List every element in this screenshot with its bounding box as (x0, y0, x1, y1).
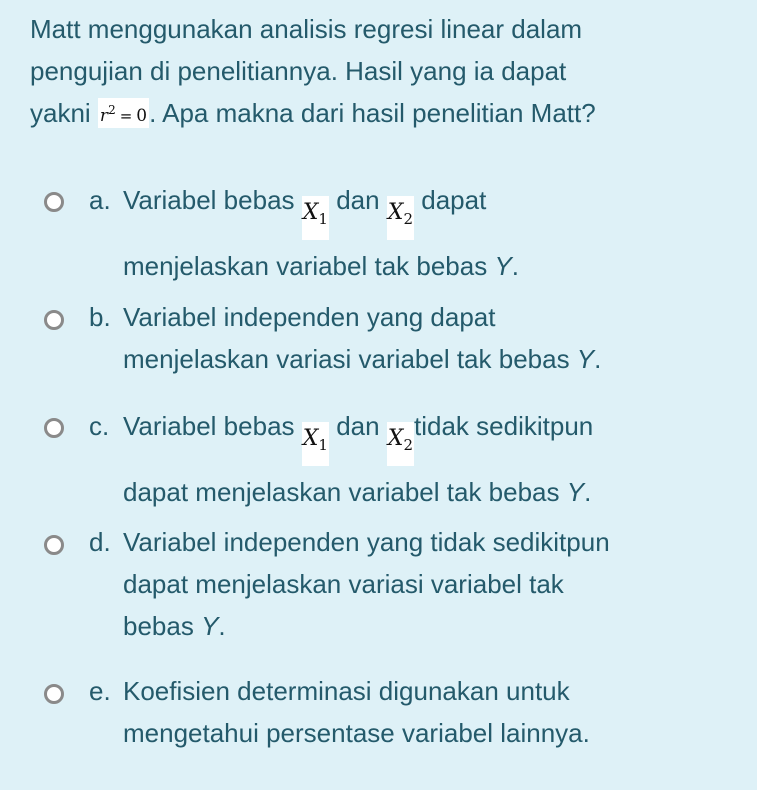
option-letter: a. (89, 185, 111, 215)
option-letter: d. (89, 527, 111, 557)
x2-formula: $X_2$ (387, 196, 414, 240)
question-line-3: yakni $r^2 = 0$. Apa makna dari hasil penelitian Matt? (30, 98, 596, 128)
option-letter: b. (89, 302, 111, 332)
option-text: Koefisien determinasi digunakan untuk mengetahui persentase variabel lainnya. (123, 676, 590, 748)
x1-formula: $X_1$ (302, 196, 329, 240)
radio-option-b[interactable] (44, 310, 64, 330)
radio-option-c[interactable] (44, 418, 64, 438)
x2-formula: $X_2$ (387, 422, 414, 466)
option-text: Variabel bebas $X_1$ dan $X_2$ dapat menjelaskan variabel tak bebas Y. (123, 185, 520, 281)
question-text (30, 8, 730, 134)
question-line-1: Matt menggunakan analisis regresi linear dalam (30, 14, 583, 44)
r-squared-formula: $r^2 = 0$ (98, 98, 149, 128)
question-line-2: pengujian di penelitiannya. Hasil yang ia dapat (30, 56, 567, 86)
radio-option-d[interactable] (44, 535, 64, 555)
option-text: Variabel independen yang dapat menjelaskan variasi variabel tak bebas Y. (123, 302, 602, 374)
x1-formula: $X_1$ (302, 422, 329, 466)
option-text: Variabel bebas $X_1$ dan $X_2tidak$ sedikitpun dapat menjelaskan variabel tak bebas Y. (123, 411, 594, 507)
option-letter: e. (89, 676, 111, 706)
option-letter: c. (89, 411, 110, 441)
radio-option-a[interactable] (44, 192, 64, 212)
radio-option-e[interactable] (44, 684, 64, 704)
option-text: Variabel independen yang tidak sedikitpun dapat menjelaskan variasi variabel tak bebas Y. (123, 527, 610, 641)
